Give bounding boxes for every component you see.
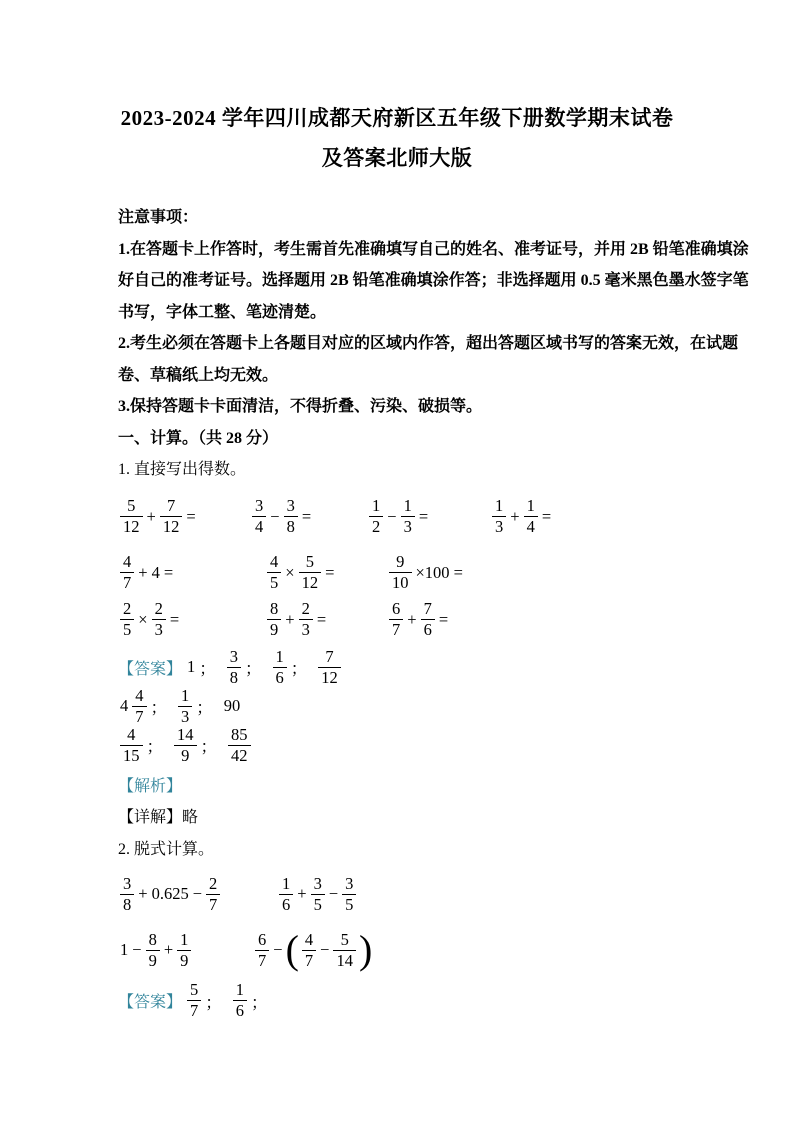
expression-q1-2-3: $\frac{9}{10}$ ×100 =	[387, 553, 676, 592]
expression-q1-1-1: $\frac{5}{12}$ + $\frac{7}{12}$ =	[118, 497, 250, 536]
expression-q1-3-3: $\frac{6}{7}$ + $\frac{7}{6}$ =	[387, 600, 676, 639]
q1-expression-row-3	[118, 598, 676, 642]
q1-answer-line-1	[118, 648, 676, 687]
expression-q1-1-3: $\frac{1}{2}$ − $\frac{1}{3}$ =	[367, 497, 490, 536]
document-title	[118, 98, 676, 178]
answer-label: 【答案】	[118, 994, 183, 1011]
q1-expression-row-2	[118, 551, 676, 595]
expression-q1-1-2: $\frac{3}{4}$ − $\frac{3}{8}$ =	[250, 497, 367, 536]
note-line-6: 3.保持答题卡卡面清洁，不得折叠、污染、破损等。	[118, 398, 483, 415]
title-line-1: 2023-2024 学年四川成都天府新区五年级下册数学期末试卷	[120, 106, 674, 130]
note-line-3: 书写，字体工整、笔迹清楚。	[118, 303, 327, 321]
q2-answer-content: $\frac{5}{7}$ ； $\frac{1}{6}$ ；	[185, 981, 277, 1020]
expression-q1-3-1: $\frac{2}{5}$ × $\frac{2}{3}$ =	[118, 600, 265, 639]
note-line-2: 好自己的准考证号。选择题用 2B 铅笔准确填涂作答；非选择题用 0.5 毫米黑色墨水签字笔	[118, 272, 749, 289]
q1-answer-content-3: $\frac{4}{15}$ ； $\frac{14}{9}$ ； $\frac{85}{42}$	[118, 726, 253, 765]
expression-q2-2-1: 1 − $\frac{8}{9}$ + $\frac{1}{9}$	[118, 931, 253, 970]
expression-q1-2-1: $\frac{4}{7}$ + 4 =	[118, 553, 265, 592]
title-line-2: 及答案北师大版	[321, 146, 473, 170]
q2-answer-line	[118, 981, 676, 1020]
note-line-4: 2.考生必须在答题卡上各题目对应的区域内作答，超出答题区域书写的答案无效，在试题	[118, 335, 739, 352]
note-line-5: 卷、草稿纸上均无效。	[118, 366, 279, 384]
answer-label: 【答案】	[118, 660, 183, 678]
detail-text: 略	[182, 809, 199, 826]
detail-label: 【详解】	[118, 809, 183, 826]
question-1-label: 1. 直接写出得数。	[118, 461, 247, 478]
expression-q1-3-2: $\frac{8}{9}$ + $\frac{2}{3}$ =	[265, 600, 387, 639]
q1-detail-line	[118, 802, 676, 834]
notes-heading: 注意事项：	[118, 209, 199, 226]
q1-expression-row-1	[118, 494, 676, 540]
q1-answer-content-2: 4 $\frac{4}{7}$ ； $\frac{1}{3}$ ； 90	[120, 685, 241, 726]
expression-q2-2-2: $\frac{6}{7}$ − ( $\frac{4}{7}$ − $\frac{5}{14}$ )	[253, 930, 676, 970]
q2-expression-row-1	[118, 871, 676, 917]
q1-answer-content-1: 1 ； $\frac{3}{8}$ ； $\frac{1}{6}$ ； $\frac{7}{12}$	[185, 648, 343, 687]
expression-q2-1-1: $\frac{3}{8}$ + 0.625 − $\frac{2}{7}$	[118, 875, 277, 914]
expression-q1-1-4: $\frac{1}{3}$ + $\frac{1}{4}$ =	[490, 497, 676, 536]
expression-q1-2-2: $\frac{4}{5}$ × $\frac{5}{12}$ =	[265, 553, 387, 592]
q2-expression-row-2	[118, 927, 676, 973]
q1-answer-line-3	[118, 726, 676, 765]
expression-q2-1-2: $\frac{1}{6}$ + $\frac{3}{5}$ − $\frac{3}{5}$	[277, 875, 676, 914]
section-1-heading: 一、计算。（共 28 分）	[118, 429, 279, 447]
question-2-label: 2. 脱式计算。	[118, 840, 215, 858]
note-line-1: 1.在答题卡上作答时，考生需首先准确填写自己的姓名、准考证号，并用 2B 铅笔准确填涂	[118, 240, 749, 258]
analysis-label: 【解析】	[118, 777, 183, 795]
q1-analysis-line	[118, 771, 676, 803]
q1-answer-line-2	[118, 687, 676, 726]
